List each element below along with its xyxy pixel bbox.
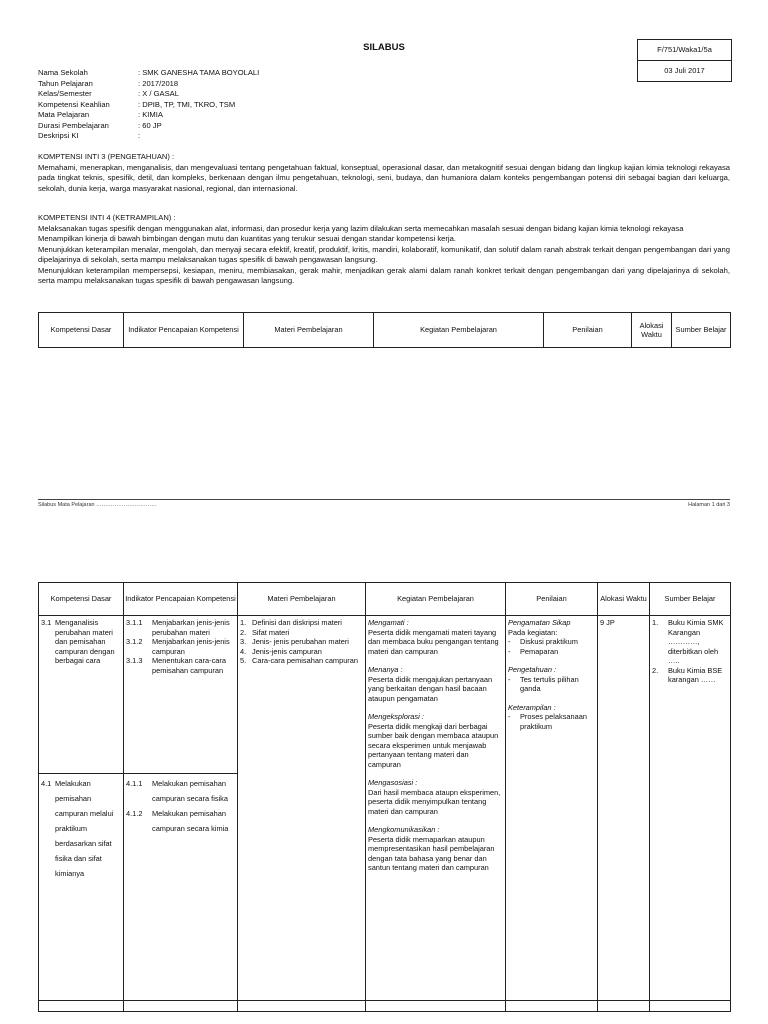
penilaian-sikap-sub: Pada kegiatan: [508, 627, 558, 637]
penilaian-keterampilan-label: Keterampilan : [508, 702, 556, 712]
ki3-section [38, 152, 730, 194]
materi-item: 1. Definisi dan diskripsi materi [240, 618, 342, 627]
penilaian-item: - Pemaparan [508, 646, 559, 656]
ipk-cell [124, 774, 238, 1001]
document-code: F/751/Waka1/5a [638, 40, 731, 61]
penilaian-sikap-label: Pengamatan Sikap [508, 618, 571, 627]
ki4-heading: KOMPETENSI INTI 4 (KETRAMPILAN) : [38, 213, 176, 222]
ipk-item: 4.1.1 Melakukan pemisahan campuran secara fisika [126, 779, 228, 803]
materi-item: 5. Cara-cara pemisahan campuran [240, 656, 358, 665]
ki4-paragraph: Menunjukkan keterampilan menalar, mengolah, dan menyaji secara efektif, kreatif, produktif, kritis, mandiri, kolaboratif, komunikatif, dan solutif dalam ranah abstrak terkait dengan pengembangan dari yang dipelajarinya di sekolah, serta mampu melaksanakan tugas spesifik di bawah pengawasan langsung. [38, 244, 730, 264]
footer-page-number: Halaman 1 dari 3 [688, 502, 730, 508]
syllabus-table-header-page1 [38, 312, 731, 348]
empty-cell [238, 1001, 366, 1012]
info-row: Mata Pelajaran : KIMIA [38, 110, 163, 119]
ipk-item: 3.1.1 Menjabarkan jenis-jenis perubahan materi [126, 618, 230, 637]
penilaian-item: - Tes tertulis pilihan ganda [508, 674, 579, 693]
kegiatan-label: Mengkomunikasikan : [368, 825, 440, 834]
ki4-paragraph: Menampilkan kinerja di bawah bimbingan dengan mutu dan kuantitas yang terukur sesuai dengan standar kompetensi kerja. [38, 234, 456, 243]
kegiatan-text: Peserta didik mengamati materi tayang dan membaca buku pengangan tentang materi dan campuran [368, 627, 499, 656]
ipk-item: 3.1.3 Menentukan cara-cara pemisahan campuran [126, 656, 226, 675]
identity-block [38, 68, 259, 142]
alokasi-value: 9 JP [600, 618, 615, 627]
ki3-heading: KOMPTENSI INTI 3 (PENGETAHUAN) : [38, 152, 175, 161]
footer-divider [38, 499, 730, 500]
ipk-cell [124, 616, 238, 774]
ki4-paragraph: Menunjukkan keterampilan mempersepsi, kesiapan, meniru, membiasakan, gerak mahir, menjadikan gerak alami dalam ranah konkret terkait dengan pengembangan dari yang dipelajarinya di sekolah, serta mampu melaksanakan tugas spesifik di bawah pengawasan langsung. [38, 265, 730, 285]
kd-cell [39, 616, 124, 774]
alokasi-cell [598, 616, 650, 1001]
document-date: 03 Juli 2017 [664, 66, 705, 75]
document-code-box [637, 39, 732, 82]
penilaian-item: - Diskusi praktikum [508, 637, 578, 646]
materi-item: 3. Jenis- jenis perubahan materi [240, 637, 349, 646]
info-row: Durasi Pembelajaran : 60 JP [38, 120, 162, 130]
empty-cell [366, 1001, 506, 1012]
kegiatan-text: Peserta didik mengajukan pertanyaan yang berkaitan dengan hasil bacaan ataupun pengamatan [368, 674, 493, 703]
footer-left: Silabus Mata Pelajaran …………………………… [38, 502, 157, 508]
header-penilaian: Penilaian [506, 583, 598, 616]
empty-cell [598, 1001, 650, 1012]
materi-cell [238, 616, 366, 1001]
header-kompetensi-dasar: Kompetensi Dasar [39, 313, 124, 348]
page-title: SILABUS [363, 42, 405, 53]
header-materi: Materi Pembelajaran [238, 583, 366, 616]
materi-item: 4. Jenis-jenis campuran [240, 646, 322, 656]
kegiatan-label: Mengamati : [368, 618, 409, 627]
empty-cell [39, 1001, 124, 1012]
kd-item: 3.1 Menganalisis perubahan materi dan pemisahan campuran dengan berbagai cara [41, 618, 115, 665]
kegiatan-label: Menanya : [368, 665, 403, 674]
empty-cell [124, 1001, 238, 1012]
header-penilaian: Penilaian [544, 313, 632, 348]
header-sumber: Sumber Belajar [672, 313, 731, 348]
kegiatan-label: Mengasosiasi : [368, 778, 418, 787]
sumber-item: 2. Buku Kimia BSE karangan …… [652, 665, 723, 684]
materi-item: 2. Sifat materi [240, 627, 290, 637]
ki3-text: Memahami, menerapkan, menganalisis, dan mengevaluasi tentang pengetahuan faktual, konseptual, operasional dasar, dan metakognitif sesuai dengan bidang dan lingkup kajian kimia teknologi rekayasa pada tingkat teknis, spesifik, detil, dan kompleks, berkenaan dengan ilmu pengetahuan, teknologi, seni, budaya, dan humaniora dalam konteks pengembangan potensi diri sebagai bagian dari keluarga, sekolah, dunia kerja, warga masyarakat nasional, regional, dan internasional. [38, 162, 730, 193]
ipk-item: 3.1.2 Menjabarkan jenis-jenis campuran [126, 637, 230, 656]
syllabus-table [38, 582, 731, 1012]
header-kegiatan: Kegiatan Pembelajaran [366, 583, 506, 616]
header-kegiatan: Kegiatan Pembelajaran [374, 313, 544, 348]
header-alokasi: Alokasi Waktu [632, 313, 672, 348]
kegiatan-cell [366, 616, 506, 1001]
kegiatan-label: Mengeksplorasi : [368, 712, 424, 721]
ipk-item: 4.1.2 Melakukan pemisahan campuran secara kimia [126, 809, 229, 833]
ki4-paragraph: Melaksanakan tugas spesifik dengan menggunakan alat, informasi, dan prosedur kerja yang lazim dilakukan serta memecahkan masalah sesuai dengan bidang kajian kimia teknologi rekayasa [38, 223, 684, 233]
info-row: Kompetensi Keahlian : DPIB, TP, TMI, TKRO, TSM [38, 99, 236, 109]
empty-cell [650, 1001, 731, 1012]
info-row: Deskripsi KI : [38, 131, 141, 140]
header-indikator: Indikator Pencapaian Kompetensi [124, 583, 238, 616]
sumber-item: 1. Buku Kimia SMK Karangan …………, diterbitkan oleh ….. [652, 618, 724, 665]
kd-cell [39, 774, 124, 1001]
penilaian-item: - Proses pelaksanaan praktikum [508, 712, 587, 731]
penilaian-pengetahuan-label: Pengetahuan : [508, 665, 557, 674]
kegiatan-text: Peserta didik mengkaji dari berbagai sumber baik dengan membaca ataupun secara eksperimen untuk menjawab pertanyaan tentang materi dan campuran [368, 721, 499, 769]
ki4-section [38, 213, 730, 287]
kegiatan-text: Peserta didik memaparkan ataupun mempresentasikan hasil pembelajaran dengan tata bahasa yang benar dan santun tentang materi dan campuran [368, 834, 495, 872]
kd-item: 4.1 Melakukan pemisahan campuran melalui praktikum berdasarkan sifat fisika dan sifat kimianya [41, 779, 114, 878]
info-row: Tahun Pelajaran : 2017/2018 [38, 78, 179, 88]
header-alokasi: Alokasi Waktu [598, 583, 650, 616]
penilaian-cell [506, 616, 598, 1001]
kegiatan-text: Dari hasil membaca ataupn eksperimen, peserta didik menyimpulkan tentang materi dan campuran [368, 787, 501, 816]
header-kompetensi-dasar: Kompetensi Dasar [39, 583, 124, 616]
empty-cell [506, 1001, 598, 1012]
info-row: Kelas/Semester : X / GASAL [38, 89, 179, 98]
header-sumber: Sumber Belajar [650, 583, 731, 616]
header-materi: Materi Pembelajaran [244, 313, 374, 348]
header-indikator: Indikator Pencapaian Kompetensi [124, 313, 244, 348]
sumber-cell [650, 616, 731, 1001]
info-row: Nama Sekolah : SMK GANESHA TAMA BOYOLALI [38, 68, 260, 77]
